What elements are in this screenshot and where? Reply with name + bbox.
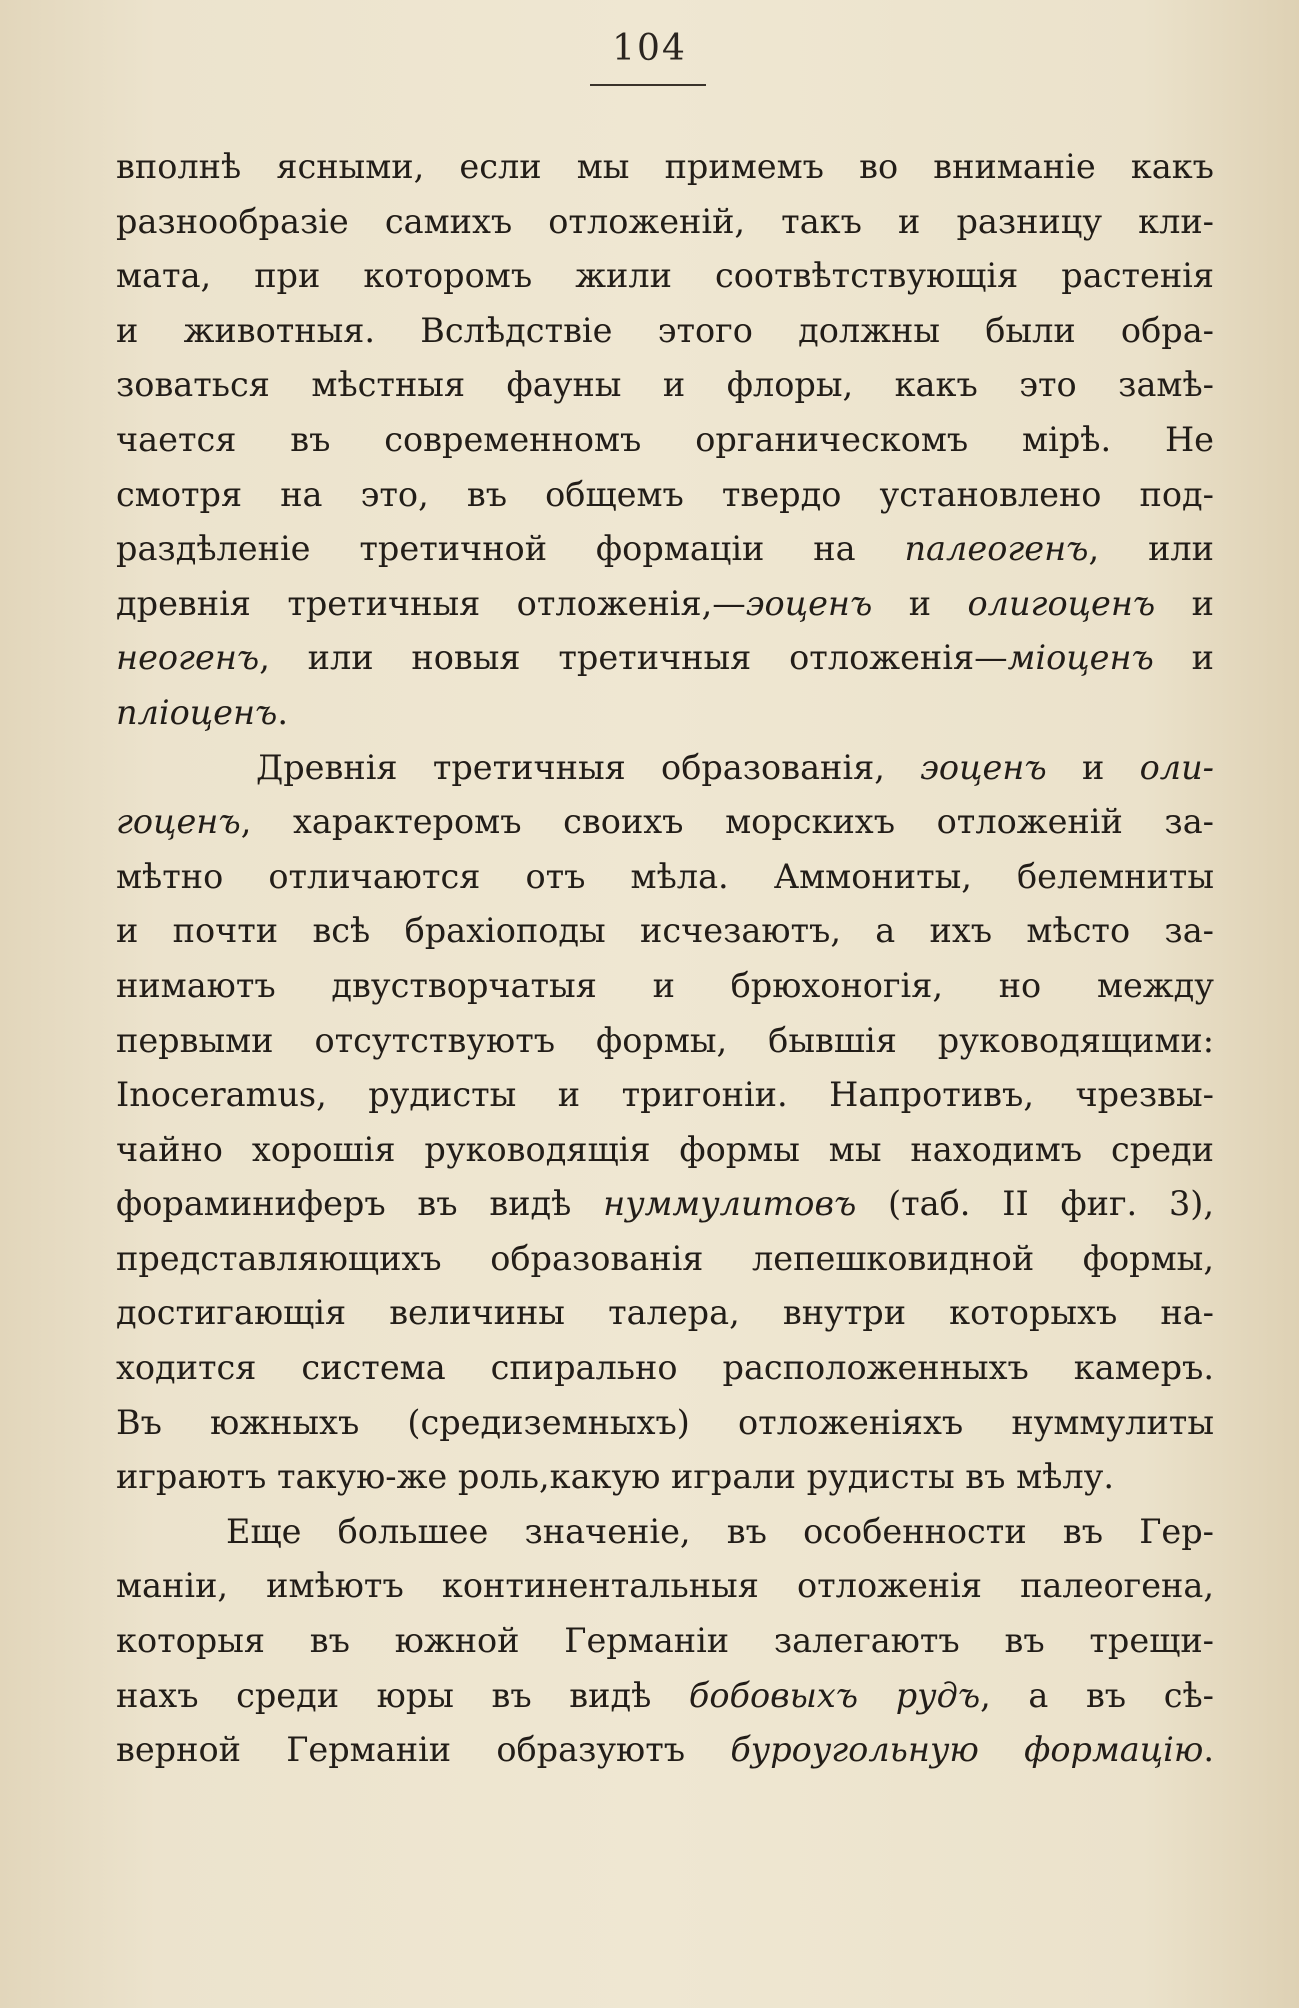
- text-run: верной Германіи образуютъ: [116, 1730, 731, 1770]
- text-run: мѣтно отличаются отъ мѣла. Аммониты, белемниты: [116, 856, 1214, 896]
- page-number: 104: [612, 28, 687, 69]
- text-line: [116, 577, 1214, 632]
- text-line: [116, 686, 1214, 741]
- italic-term: буроугольную формацію: [730, 1730, 1204, 1770]
- text-line: [116, 468, 1214, 523]
- text-line: [116, 140, 1214, 195]
- text-line: [116, 1177, 1214, 1232]
- text-line: [116, 1396, 1214, 1451]
- text-line: [116, 1014, 1214, 1069]
- text-run: фораминиферъ въ видѣ: [116, 1184, 604, 1224]
- italic-term: неогенъ: [116, 638, 260, 678]
- text-run: Inoceramus, рудисты и тригоніи. Напротивъ, чрезвы-: [116, 1075, 1214, 1115]
- text-line: [116, 631, 1214, 686]
- text-line: [116, 1614, 1214, 1669]
- header-rule: [590, 84, 706, 86]
- italic-term: бобовыхъ рудъ: [688, 1675, 981, 1715]
- text-run: древнія третичныя отложенія,—: [116, 583, 746, 623]
- text-run: и: [1153, 638, 1214, 678]
- italic-term: гоценъ: [116, 802, 241, 842]
- text-run: Древнія третичныя образованія,: [256, 747, 921, 787]
- text-run: раздѣленіе третичной формаціи на: [116, 529, 905, 569]
- text-run: первыми отсутствуютъ формы, бывшія руководящими:: [116, 1020, 1214, 1060]
- italic-term: олигоценъ: [967, 583, 1156, 623]
- text-line: [116, 358, 1214, 413]
- text-run: которыя въ южной Германіи залегаютъ въ трещи-: [116, 1621, 1214, 1661]
- text-line: [116, 959, 1214, 1014]
- text-run: , или новыя третичныя отложенія—: [259, 638, 1008, 678]
- text-run: ходится система спирально расположенныхъ камеръ.: [116, 1348, 1214, 1388]
- text-run: нимаютъ двустворчатыя и брюхоногія, но между: [116, 965, 1214, 1005]
- text-run: , или: [1088, 529, 1214, 569]
- text-line: [116, 1286, 1214, 1341]
- text-run: вполнѣ ясными, если мы примемъ во вниманіе какъ: [116, 147, 1214, 186]
- italic-term: пліоценъ: [116, 692, 278, 732]
- text-run: чается въ современномъ органическомъ мірѣ. Не: [116, 419, 1214, 459]
- italic-term: міоценъ: [1007, 638, 1154, 678]
- text-line: [116, 795, 1214, 850]
- text-run: Въ южныхъ (средиземныхъ) отложеніяхъ нуммулиты: [116, 1402, 1214, 1442]
- text-run: чайно хорошія руководящія формы мы находимъ среди: [116, 1129, 1214, 1169]
- text-run: и животныя. Вслѣдствіе этого должны были обра-: [116, 310, 1214, 350]
- text-run: представляющихъ образованія лепешковидной формы,: [116, 1238, 1214, 1278]
- body-text: [116, 140, 1214, 1778]
- text-run: и: [1155, 583, 1214, 623]
- text-line: [116, 904, 1214, 959]
- text-line: [116, 1123, 1214, 1178]
- text-run: .: [277, 692, 289, 732]
- text-run: зоваться мѣстныя фауны и флоры, какъ это замѣ-: [116, 365, 1214, 405]
- page-header: [0, 28, 1299, 69]
- text-line: [116, 195, 1214, 250]
- text-run: мата, при которомъ жили соотвѣтствующія растенія: [116, 256, 1214, 296]
- text-run: достигающія величины талера, внутри которыхъ на-: [116, 1293, 1214, 1333]
- text-line: [116, 1505, 1214, 1560]
- text-line: [116, 1669, 1214, 1724]
- text-run: разнообразіе самихъ отложеній, такъ и разницу кли-: [116, 201, 1214, 241]
- text-line: [116, 850, 1214, 905]
- text-run: (таб. II фиг. 3),: [856, 1184, 1214, 1224]
- text-line: [116, 522, 1214, 577]
- italic-term: эоценъ: [745, 583, 873, 623]
- text-run: играютъ такую-же роль,какую играли рудисты въ мѣлу.: [116, 1457, 1115, 1497]
- text-run: и: [872, 583, 968, 623]
- text-line: [116, 741, 1214, 796]
- text-run: маніи, имѣютъ континентальныя отложенія палеогена,: [116, 1566, 1214, 1606]
- italic-term: эоценъ: [920, 747, 1047, 787]
- text-line: [116, 1559, 1214, 1614]
- text-line: [116, 1068, 1214, 1123]
- text-run: , характеромъ своихъ морскихъ отложеній за-: [240, 802, 1214, 842]
- text-run: .: [1203, 1730, 1214, 1770]
- text-run: и почти всѣ брахіоподы исчезаютъ, а ихъ мѣсто за-: [116, 911, 1214, 951]
- text-line: [116, 1341, 1214, 1396]
- text-line: [116, 1723, 1214, 1778]
- italic-term: оли-: [1139, 747, 1214, 787]
- text-run: , а въ сѣ-: [980, 1675, 1214, 1715]
- text-run: и: [1046, 747, 1140, 787]
- text-line: [116, 1450, 1214, 1505]
- text-line: [116, 304, 1214, 359]
- text-run: нахъ среди юры въ видѣ: [116, 1675, 689, 1715]
- italic-term: нуммулитовъ: [603, 1184, 857, 1224]
- text-run: смотря на это, въ общемъ твердо установлено под-: [116, 474, 1214, 514]
- text-line: [116, 249, 1214, 304]
- italic-term: палеогенъ: [904, 529, 1089, 569]
- text-line: [116, 1232, 1214, 1287]
- text-line: [116, 413, 1214, 468]
- text-run: Еще большее значеніе, въ особенности въ Гер-: [226, 1511, 1214, 1551]
